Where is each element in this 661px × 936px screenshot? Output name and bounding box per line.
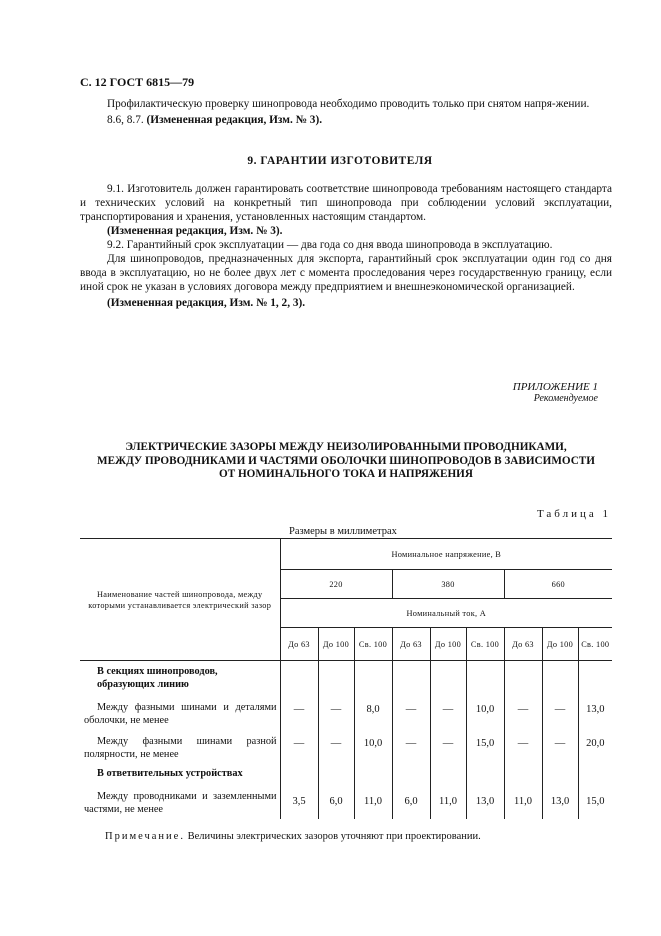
table-cell: 15,0: [466, 727, 504, 761]
current-col-2: До 100: [318, 628, 354, 661]
current-col-8: До 100: [542, 628, 578, 661]
appendix-status: Рекомендуемое: [533, 393, 598, 404]
table-cell: —: [430, 727, 466, 761]
table-cell: 13,0: [466, 785, 504, 819]
table-cell: 6,0: [318, 785, 354, 819]
clearance-table: [80, 538, 612, 819]
paragraph-9-1: 9.1. Изготовитель должен гарантировать соответствие шинопровода требованиям настоящего стандарта и технических условий на конкретный тип шинопровода при соблюдении условий эксплуатации, транспортирования и хранения, установленных настоящим стандартом.: [80, 183, 612, 223]
group-sections: В секциях шинопроводов, образующих линию: [97, 666, 218, 690]
current-header: Номинальный ток, А: [280, 599, 612, 628]
table-units: Размеры в миллиметрах: [289, 526, 397, 537]
table-cell: —: [280, 727, 318, 761]
table-cell: 13,0: [542, 785, 578, 819]
table-row: [80, 727, 612, 761]
table-note: [105, 831, 481, 842]
paragraph-changes-86-87: [80, 113, 612, 127]
note-label: Примечание.: [105, 831, 185, 842]
table-cell: 11,0: [430, 785, 466, 819]
row-label: Между фазными шинами и деталями оболочки, не менее: [84, 701, 277, 726]
table-cell: —: [504, 727, 542, 761]
appendix-label: [513, 381, 598, 405]
amendment-note: (Измененная редакция, Изм. № 3).: [146, 114, 323, 126]
voltage-660: 660: [504, 570, 612, 599]
appendix-title-line-3: ОТ НОМИНАЛЬНОГО ТОКА И НАПРЯЖЕНИЯ: [219, 468, 473, 480]
table-cell: 11,0: [504, 785, 542, 819]
table-cell: 11,0: [354, 785, 392, 819]
current-col-1: До 63: [280, 628, 318, 661]
table-cell: 8,0: [354, 693, 392, 727]
paragraph-9-2: 9.2. Гарантийный срок эксплуатации — два года со дня ввода шинопровода в эксплуатацию.: [107, 239, 553, 251]
voltage-header: Номинальное напряжение, В: [280, 539, 612, 570]
table-cell: —: [318, 727, 354, 761]
amendment-note-9-2: (Измененная редакция, Изм. № 1, 2, 3).: [107, 297, 306, 309]
table-cell: —: [430, 693, 466, 727]
parts-column-header: Наименование частей шинопровода, между которыми устанавливается электрический зазор: [80, 539, 280, 661]
table-cell: 15,0: [578, 785, 612, 819]
paragraph-prophylactic: Профилактическую проверку шинопровода необходимо проводить только при снятом напря-жении.: [107, 98, 590, 110]
row-label: Между фазными шинами разной полярности, не менее: [84, 735, 277, 760]
table-cell: —: [504, 693, 542, 727]
current-col-3: Св. 100: [354, 628, 392, 661]
current-col-4: До 63: [392, 628, 430, 661]
table-cell: —: [392, 693, 430, 727]
paragraph-block-1: [80, 97, 612, 127]
paragraph-block-2: [80, 182, 612, 310]
table-cell: 6,0: [392, 785, 430, 819]
table-cell: 20,0: [578, 727, 612, 761]
appendix-title-line-2: МЕЖДУ ПРОВОДНИКАМИ И ЧАСТЯМИ ОБОЛОЧКИ ШИНОПРОВОДОВ В ЗАВИСИМОСТИ: [97, 454, 595, 467]
table-cell: —: [280, 693, 318, 727]
table-row: [80, 785, 612, 819]
table-cell: 10,0: [354, 727, 392, 761]
voltage-380: 380: [392, 570, 504, 599]
paragraph-export: Для шинопроводов, предназначенных для экспорта, гарантийный срок эксплуатации один год со дня ввода в эксплуатацию, но не более двух лет с момента проследования через государственную границу, если иной срок не указан в условиях договора между предприятием и внешнеэкономической организацией.: [80, 253, 612, 293]
table-cell: —: [542, 693, 578, 727]
table-cell: 3,5: [280, 785, 318, 819]
row-label: Между проводниками и заземленными частями, не менее: [84, 790, 277, 815]
voltage-220: 220: [280, 570, 392, 599]
table-cell: —: [542, 727, 578, 761]
table-cell: 10,0: [466, 693, 504, 727]
appendix-title: [80, 441, 612, 482]
note-text: Величины электрических зазоров уточняют при проектировании.: [187, 831, 481, 842]
current-col-9: Св. 100: [578, 628, 612, 661]
appendix-title-line-1: ЭЛЕКТРИЧЕСКИЕ ЗАЗОРЫ МЕЖДУ НЕИЗОЛИРОВАННЫМИ ПРОВОДНИКАМИ,: [125, 441, 567, 453]
current-col-7: До 63: [504, 628, 542, 661]
group-branch-devices: В ответвительных устройствах: [97, 768, 243, 779]
current-col-6: Св. 100: [466, 628, 504, 661]
amendment-note-9-1: (Измененная редакция, Изм. № 3).: [107, 225, 283, 237]
section-title: 9. ГАРАНТИИ ИЗГОТОВИТЕЛЯ: [247, 155, 433, 167]
table-row: [80, 693, 612, 727]
table-cell: —: [318, 693, 354, 727]
clause-number: 8.6, 8.7.: [107, 114, 144, 126]
current-col-5: До 100: [430, 628, 466, 661]
table-label: Таблица 1: [536, 508, 611, 520]
table-cell: 13,0: [578, 693, 612, 727]
page-header: С. 12 ГОСТ 6815—79: [80, 75, 195, 89]
appendix-number: ПРИЛОЖЕНИЕ 1: [512, 381, 598, 393]
table-cell: —: [392, 727, 430, 761]
